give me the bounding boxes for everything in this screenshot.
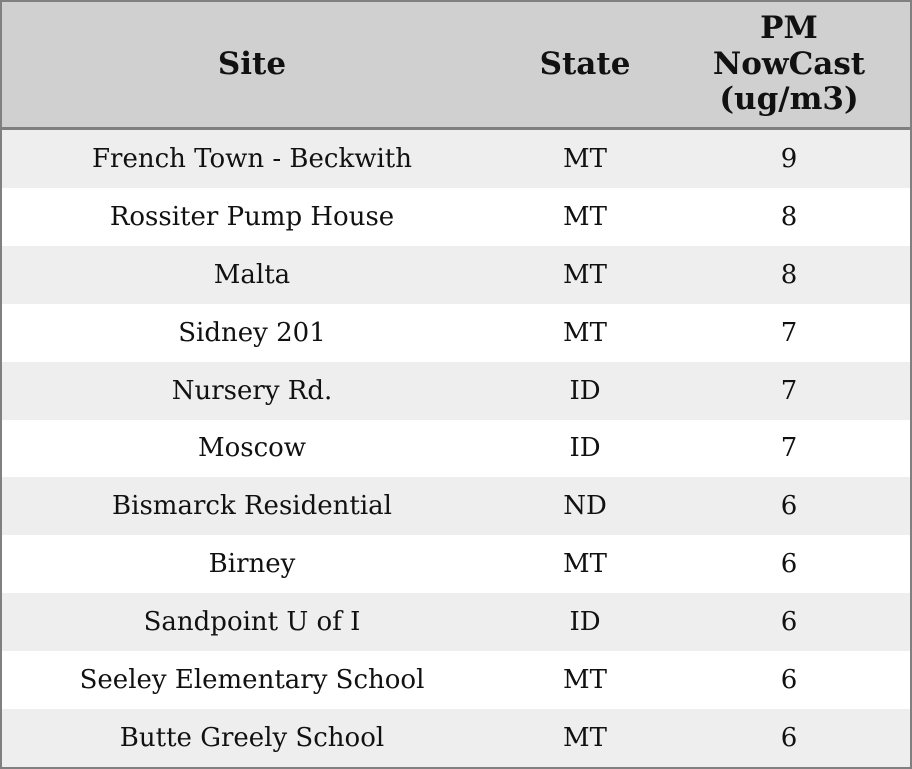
cell-pm-nowcast: 7 — [780, 433, 798, 464]
column-header-state — [502, 2, 668, 127]
cell-site: Moscow — [197, 433, 307, 464]
cell-state: ID — [569, 375, 601, 406]
table-row — [2, 188, 910, 246]
table-row — [2, 304, 910, 362]
cell-pm-nowcast: 8 — [780, 259, 798, 290]
table-row — [2, 477, 910, 535]
cell-state: MT — [563, 723, 607, 754]
column-header-site-label: Site — [217, 45, 287, 82]
column-header-pm-nowcast-label: PM NowCast (ug/m3) — [712, 10, 866, 118]
cell-pm-nowcast: 8 — [780, 201, 798, 232]
cell-state: ND — [563, 491, 607, 522]
cell-site: Butte Greely School — [119, 723, 385, 754]
cell-pm-nowcast: 6 — [780, 665, 798, 696]
cell-state: MT — [563, 317, 607, 348]
cell-pm-nowcast: 6 — [780, 491, 798, 522]
column-header-pm-nowcast — [668, 2, 910, 127]
cell-site: Bismarck Residential — [112, 491, 392, 522]
column-header-site — [2, 2, 502, 127]
cell-pm-nowcast: 7 — [780, 375, 798, 406]
table-row — [2, 130, 910, 188]
cell-site: Rossiter Pump House — [109, 201, 395, 232]
table-row — [2, 420, 910, 478]
cell-site: Sandpoint U of I — [143, 607, 361, 638]
cell-pm-nowcast: 6 — [780, 723, 798, 754]
cell-site: Malta — [213, 259, 291, 290]
cell-site: Seeley Elementary School — [79, 665, 425, 696]
table-body — [2, 130, 910, 767]
table-row — [2, 362, 910, 420]
cell-state: ID — [569, 433, 601, 464]
cell-state: MT — [563, 201, 607, 232]
cell-state: MT — [563, 143, 607, 174]
table-row — [2, 535, 910, 593]
cell-site: French Town - Beckwith — [91, 143, 413, 174]
cell-pm-nowcast: 6 — [780, 607, 798, 638]
table-row — [2, 593, 910, 651]
table-header-row — [2, 2, 910, 130]
cell-site: Sidney 201 — [178, 317, 326, 348]
cell-pm-nowcast: 7 — [780, 317, 798, 348]
cell-pm-nowcast: 6 — [780, 549, 798, 580]
cell-state: MT — [563, 665, 607, 696]
cell-site: Nursery Rd. — [171, 375, 333, 406]
cell-state: MT — [563, 259, 607, 290]
cell-pm-nowcast: 9 — [780, 143, 798, 174]
table-row — [2, 651, 910, 709]
table-row — [2, 246, 910, 304]
cell-site: Birney — [208, 549, 296, 580]
cell-state: MT — [563, 549, 607, 580]
column-header-state-label: State — [539, 45, 631, 82]
table-row — [2, 709, 910, 767]
cell-state: ID — [569, 607, 601, 638]
